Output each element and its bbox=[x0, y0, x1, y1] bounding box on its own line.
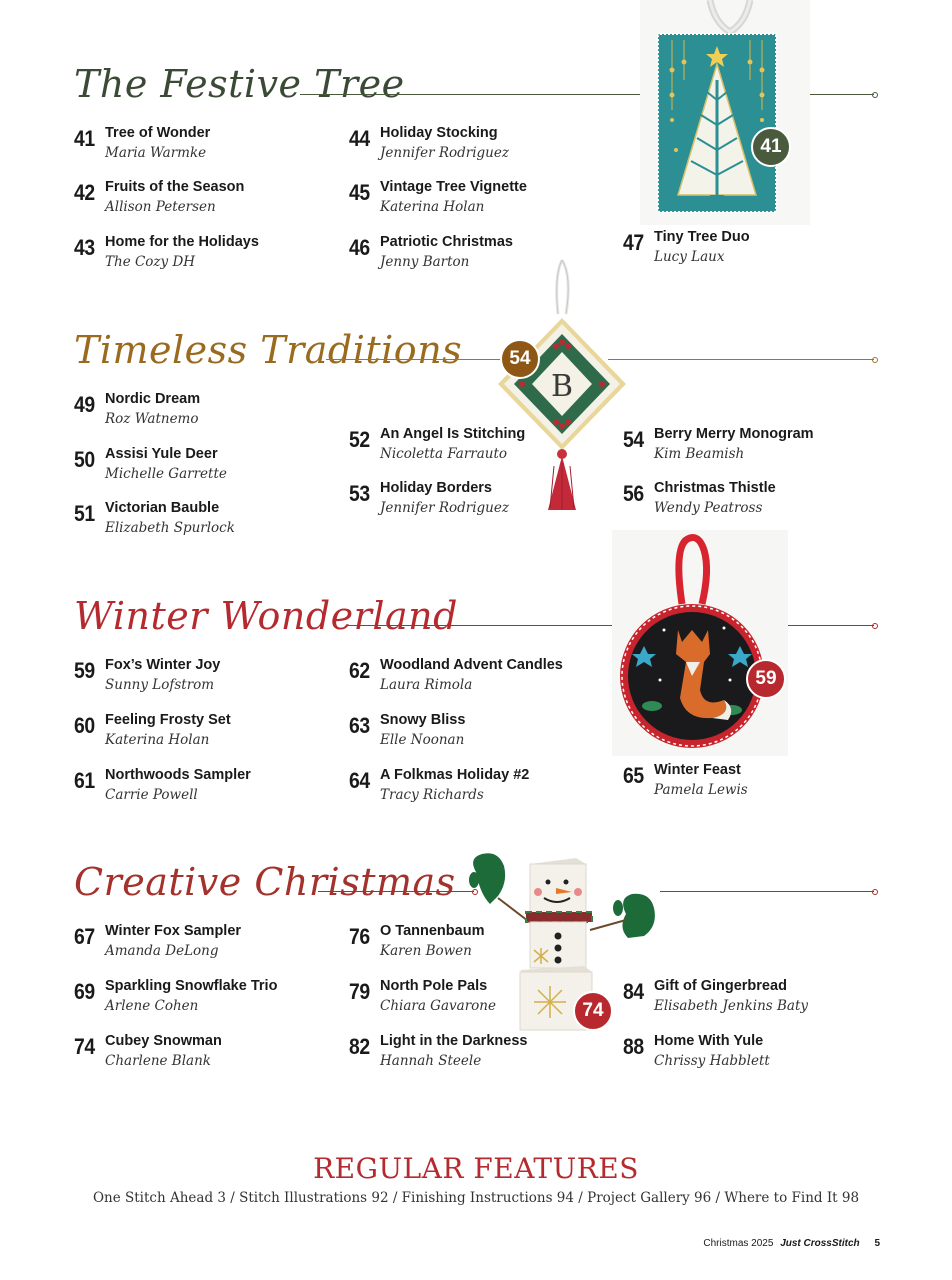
entry-title: Sparkling Snowflake Trio bbox=[105, 978, 278, 994]
entry-title: Assisi Yule Deer bbox=[105, 446, 218, 462]
entry-author: Tracy Richards bbox=[380, 787, 484, 803]
page-badge: 41 bbox=[751, 127, 791, 167]
entry-author: Karen Bowen bbox=[380, 943, 472, 959]
page-number: 69 bbox=[74, 979, 95, 1004]
entry-title: A Folkmas Holiday #2 bbox=[380, 767, 530, 783]
entry-title: North Pole Pals bbox=[380, 978, 488, 994]
page-number: 60 bbox=[74, 713, 95, 738]
entry-author: Katerina Holan bbox=[105, 732, 210, 748]
page-number: 76 bbox=[349, 924, 370, 949]
page-number: 67 bbox=[74, 924, 95, 949]
entry-title: Christmas Thistle bbox=[654, 480, 776, 496]
page-number: 88 bbox=[623, 1034, 644, 1059]
fox-ornament-photo[interactable] bbox=[612, 530, 788, 756]
page-number: 64 bbox=[349, 768, 370, 793]
regular-features-list: One Stitch Ahead 3 / Stitch Illustrations 92 / Finishing Instructions 94 / Project Gallery 96 / Where to Find It 98 bbox=[92, 1190, 860, 1206]
entry-author: Arlene Cohen bbox=[105, 998, 199, 1014]
entry-title: Gift of Gingerbread bbox=[654, 978, 787, 994]
page-number: 84 bbox=[623, 979, 644, 1004]
entry-title: Victorian Bauble bbox=[105, 500, 220, 516]
snowman-photo[interactable] bbox=[468, 850, 664, 1036]
page-number: 52 bbox=[349, 427, 370, 452]
entry-title: Vintage Tree Vignette bbox=[380, 179, 527, 195]
entry-author: Elisabeth Jenkins Baty bbox=[654, 998, 809, 1014]
page-number: 45 bbox=[349, 180, 370, 205]
entry-author: Chiara Gavarone bbox=[380, 998, 496, 1014]
entry-author: Carrie Powell bbox=[105, 787, 198, 803]
section-title-winter-wonderland: Winter Wonderland bbox=[74, 594, 458, 638]
section-rule bbox=[300, 94, 654, 95]
page-number: 62 bbox=[349, 658, 370, 683]
entry-author: Allison Petersen bbox=[105, 199, 216, 215]
page-number: 49 bbox=[74, 392, 95, 417]
page-number: 50 bbox=[74, 447, 95, 472]
entry-author: Maria Warmke bbox=[105, 145, 207, 161]
page-number: 54 bbox=[623, 427, 644, 452]
page-number: 79 bbox=[349, 979, 370, 1004]
entry-title: Tiny Tree Duo bbox=[654, 229, 750, 245]
page-number: 42 bbox=[74, 180, 95, 205]
entry-author: Jennifer Rodriguez bbox=[380, 145, 509, 161]
regular-features-title: REGULAR FEATURES bbox=[313, 1152, 639, 1185]
entry-title: Tree of Wonder bbox=[105, 125, 211, 141]
section-rule bbox=[348, 625, 630, 626]
entry-author: Wendy Peatross bbox=[654, 500, 763, 516]
page-number: 51 bbox=[74, 501, 95, 526]
entry-title: Light in the Darkness bbox=[380, 1033, 528, 1049]
page-number: 59 bbox=[74, 658, 95, 683]
section-rule bbox=[660, 891, 874, 892]
entry-author: Sunny Lofstrom bbox=[105, 677, 215, 693]
page-number: 56 bbox=[623, 481, 644, 506]
entry-author: The Cozy DH bbox=[105, 254, 196, 270]
page-number: 41 bbox=[74, 126, 95, 151]
entry-author: Pamela Lewis bbox=[654, 782, 748, 798]
page-badge: 59 bbox=[746, 659, 786, 699]
entry-title: Snowy Bliss bbox=[380, 712, 466, 728]
entry-author: Laura Rimola bbox=[380, 677, 473, 693]
entry-author: Charlene Blank bbox=[105, 1053, 211, 1069]
page-badge: 54 bbox=[500, 339, 540, 379]
page-footer bbox=[703, 1238, 880, 1249]
section-title-creative-christmas: Creative Christmas bbox=[74, 860, 456, 904]
page-badge: 74 bbox=[573, 991, 613, 1031]
entry-author: Jenny Barton bbox=[380, 254, 470, 270]
section-title-timeless-traditions: Timeless Traditions bbox=[74, 328, 463, 372]
entry-title: Holiday Stocking bbox=[380, 125, 498, 141]
issue-label: Christmas 2025 bbox=[703, 1238, 774, 1249]
page-number-footer: 5 bbox=[874, 1238, 880, 1249]
tree-ornament-photo[interactable] bbox=[640, 0, 810, 225]
entry-author: Katerina Holan bbox=[380, 199, 485, 215]
page-number: 61 bbox=[74, 768, 95, 793]
entry-title: Winter Feast bbox=[654, 762, 741, 778]
page-number: 44 bbox=[349, 126, 370, 151]
page-number: 63 bbox=[349, 713, 370, 738]
monogram-letter: B bbox=[550, 369, 574, 404]
entry-author: Lucy Laux bbox=[654, 249, 725, 265]
entry-author: Chrissy Habblett bbox=[654, 1053, 770, 1069]
entry-author: Elizabeth Spurlock bbox=[105, 520, 235, 536]
entry-title: Northwoods Sampler bbox=[105, 767, 251, 783]
entry-author: Kim Beamish bbox=[654, 446, 745, 462]
entry-title: Nordic Dream bbox=[105, 391, 201, 407]
page-number: 65 bbox=[623, 763, 644, 788]
entry-author: Amanda DeLong bbox=[105, 943, 219, 959]
entry-author: Roz Watnemo bbox=[105, 411, 199, 427]
entry-title: An Angel Is Stitching bbox=[380, 426, 526, 442]
section-rule bbox=[776, 625, 874, 626]
page-number: 53 bbox=[349, 481, 370, 506]
entry-title: Berry Merry Monogram bbox=[654, 426, 814, 442]
entry-author: Hannah Steele bbox=[380, 1053, 482, 1069]
entry-author: Michelle Garrette bbox=[105, 466, 227, 482]
entry-title: Cubey Snowman bbox=[105, 1033, 222, 1049]
entry-title: Home With Yule bbox=[654, 1033, 764, 1049]
entry-title: O Tannenbaum bbox=[380, 923, 485, 939]
entry-title: Woodland Advent Candles bbox=[380, 657, 563, 673]
monogram-ornament-photo[interactable] bbox=[462, 256, 662, 546]
entry-author: Jennifer Rodriguez bbox=[380, 500, 509, 516]
entry-title: Home for the Holidays bbox=[105, 234, 259, 250]
entry-title: Fruits of the Season bbox=[105, 179, 245, 195]
section-rule bbox=[318, 891, 474, 892]
entry-title: Holiday Borders bbox=[380, 480, 492, 496]
entry-title: Fox’s Winter Joy bbox=[105, 657, 221, 673]
entry-author: Elle Noonan bbox=[380, 732, 465, 748]
section-title-festive-tree: The Festive Tree bbox=[74, 62, 405, 106]
page-number: 74 bbox=[74, 1034, 95, 1059]
entry-author: Nicoletta Farrauto bbox=[380, 446, 508, 462]
entry-title: Feeling Frosty Set bbox=[105, 712, 231, 728]
page-number: 47 bbox=[623, 230, 644, 255]
magazine-brand: Just CrossStitch bbox=[780, 1238, 860, 1249]
page-number: 46 bbox=[349, 235, 370, 260]
page-number: 43 bbox=[74, 235, 95, 260]
entry-title: Patriotic Christmas bbox=[380, 234, 513, 250]
page-number: 82 bbox=[349, 1034, 370, 1059]
entry-title: Winter Fox Sampler bbox=[105, 923, 242, 939]
